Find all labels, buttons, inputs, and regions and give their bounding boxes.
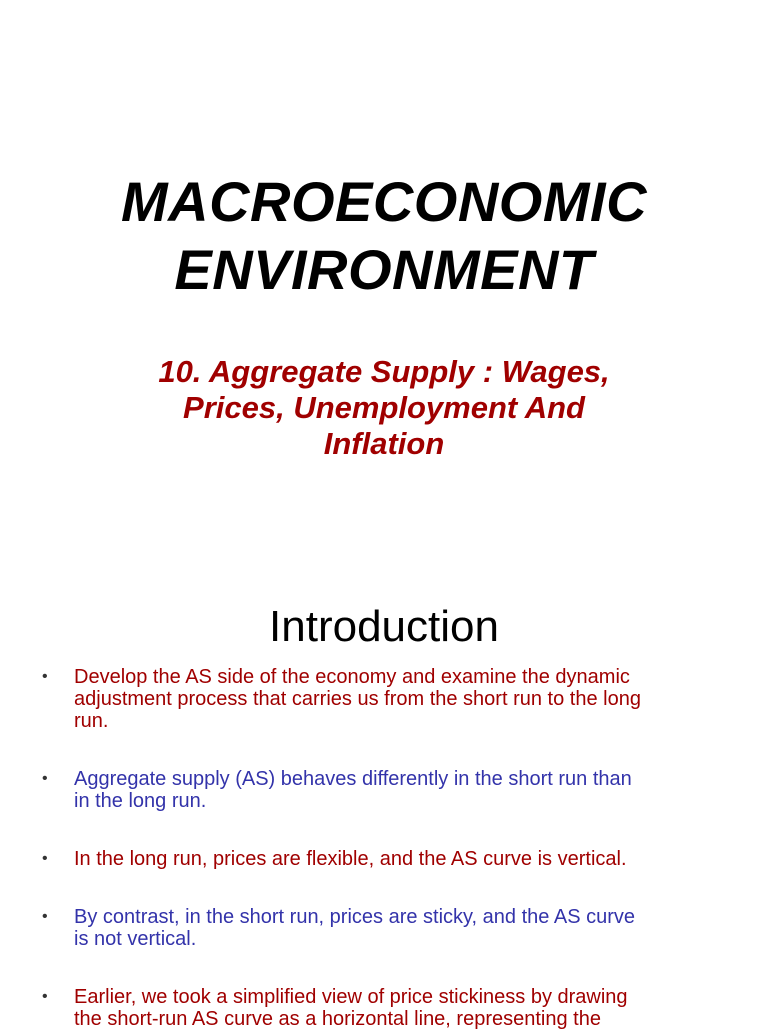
slide-title bbox=[0, 168, 768, 304]
section-heading: Introduction bbox=[269, 602, 499, 651]
slide-subtitle-line-2: Prices, Unemployment And bbox=[183, 390, 585, 425]
bullet-dot-icon: • bbox=[42, 908, 48, 925]
bullet-text-line: is not vertical. bbox=[74, 928, 197, 950]
bullet-item bbox=[0, 906, 768, 950]
bullet-text-line: adjustment process that carries us from the short run to the long bbox=[74, 688, 641, 710]
bullet-text-line: Earlier, we took a simplified view of price stickiness by drawing bbox=[74, 986, 628, 1008]
bullet-item bbox=[0, 768, 768, 812]
bullet-item bbox=[0, 986, 768, 1030]
slide-title-line-1: MACROECONOMIC bbox=[120, 170, 648, 233]
bullet-item bbox=[0, 848, 768, 870]
bullet-item bbox=[0, 666, 768, 732]
bullet-text-line: By contrast, in the short run, prices are sticky, and the AS curve bbox=[74, 906, 635, 928]
bullet-dot-icon: • bbox=[42, 850, 48, 867]
bullet-dot-icon: • bbox=[42, 668, 48, 685]
slide-title-line-2: ENVIRONMENT bbox=[174, 238, 594, 301]
bullet-list bbox=[0, 666, 768, 1030]
bullet-text-line: In the long run, prices are flexible, and the AS curve is vertical. bbox=[74, 848, 627, 870]
slide-subtitle-line-1: 10. Aggregate Supply : Wages, bbox=[158, 354, 610, 389]
slide-subtitle-line-3: Inflation bbox=[323, 426, 445, 461]
bullet-dot-icon: • bbox=[42, 770, 48, 787]
bullet-dot-icon: • bbox=[42, 988, 48, 1005]
bullet-text-line: Aggregate supply (AS) behaves differently in the short run than bbox=[74, 768, 632, 790]
bullet-text-line: Develop the AS side of the economy and examine the dynamic bbox=[74, 666, 630, 688]
bullet-text-line: in the long run. bbox=[74, 790, 207, 812]
bullet-text-line: the short-run AS curve as a horizontal line, representing the bbox=[74, 1008, 601, 1030]
bullet-text-line: run. bbox=[74, 710, 109, 732]
slide-subtitle bbox=[60, 354, 708, 462]
